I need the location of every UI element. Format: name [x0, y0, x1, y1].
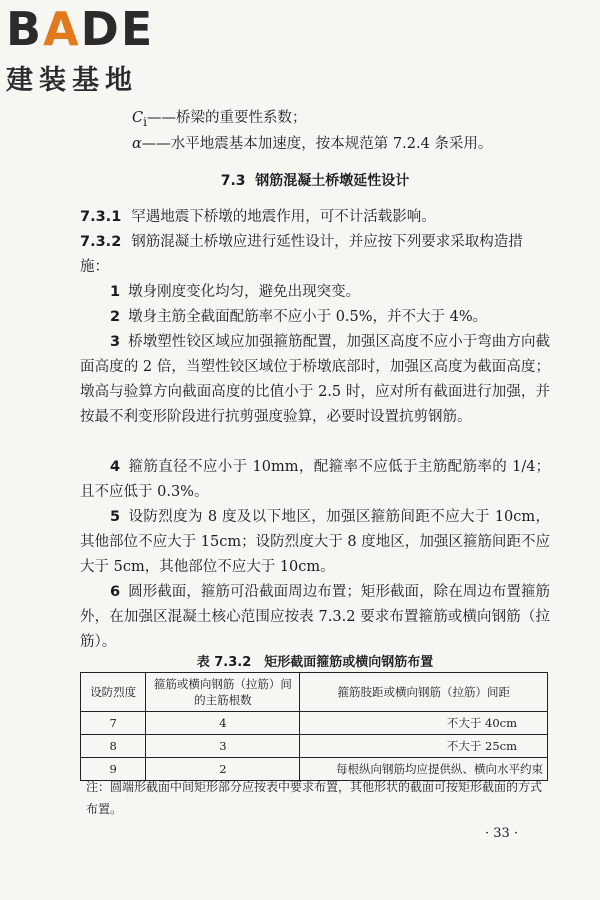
list-item [80, 330, 550, 430]
definition-text: ——桥梁的重要性系数； [146, 110, 307, 126]
table-header-cell: 箍筋或横向钢筋（拉筋）间的主筋根数 [146, 673, 300, 712]
definition-symbol: α [132, 136, 142, 152]
table-row [81, 735, 548, 758]
list-item [80, 280, 550, 305]
brand-logo [6, 2, 186, 97]
item-text: 圆形截面，箍筋可沿截面周边布置；矩形截面，除在周边布置箍筋外，在加强区混凝土核心范围应按表 7.3.2 要求布置箍筋或横向钢筋（拉筋）。 [80, 584, 550, 650]
item-text: 墩身刚度变化均匀，避免出现突变。 [128, 284, 361, 300]
logo-subtitle: 建装基地 [6, 65, 138, 96]
clause-7-3-1 [80, 205, 550, 230]
table-note: 注：圆端形截面中间矩形部分应按表中要求布置，其他形状的截面可按矩形截面的方式布置。 [86, 780, 543, 816]
item-number: 1 [110, 284, 121, 300]
item-number: 4 [110, 459, 121, 475]
item-number: 3 [110, 334, 121, 350]
table-cell: 每根纵向钢筋均应提供纵、横向水平约束 [300, 758, 548, 781]
item-text: 箍筋直径不应小于 10mm，配箍率不应低于主筋配筋率的 1/4；且不应低于 0.3%。 [80, 459, 550, 500]
table-cell: 9 [81, 758, 146, 781]
item-text: 墩身主筋全截面配筋率不应小于 0.5%，并不大于 4%。 [128, 309, 488, 325]
table-cell: 3 [146, 735, 300, 758]
table-cell: 不大于 40cm [300, 712, 548, 735]
list-item [80, 305, 550, 330]
list-item [80, 455, 550, 505]
stirrup-layout-table [80, 672, 548, 781]
list-item [80, 580, 550, 655]
table-cell: 7 [81, 712, 146, 735]
clause-number: 7.3.2 [80, 234, 122, 250]
page-number: · 33 · [485, 826, 519, 841]
clause-7-3-2 [80, 230, 550, 280]
list-item [80, 505, 550, 580]
table-cell: 8 [81, 735, 146, 758]
logo-accent-letter: A [43, 2, 81, 56]
table-cell: 2 [146, 758, 300, 781]
item-number: 6 [110, 584, 121, 600]
table-header-row [81, 673, 548, 712]
clause-number: 7.3.1 [80, 209, 122, 225]
table-title: 表 7.3.2 矩形截面箍筋或横向钢筋布置 [196, 655, 434, 670]
section-heading: 7.3 钢筋混凝土桥墩延性设计 [220, 173, 410, 189]
clause-text: 钢筋混凝土桥墩应进行延性设计，并应按下列要求采取构造措施： [80, 234, 523, 275]
item-number: 2 [110, 309, 121, 325]
item-text: 设防烈度为 8 度及以下地区，加强区箍筋间距不应大于 10cm，其他部位不应大于 15cm；设防烈度大于 8 度地区，加强区箍筋间距不应大于 5cm，其他部位不应大于 10cm。 [80, 509, 550, 575]
logo-wordmark: BADE [6, 2, 155, 56]
table-cell: 4 [146, 712, 300, 735]
definition-alpha [132, 132, 492, 153]
definition-ci [132, 106, 306, 129]
item-number: 5 [110, 509, 121, 525]
table-header-cell: 箍筋肢距或横向钢筋（拉筋）间距 [300, 673, 548, 712]
definition-text: ——水平地震基本加速度，按本规范第 7.2.4 条采用。 [141, 136, 493, 152]
table-row [81, 712, 548, 735]
definition-subscript: i [143, 114, 147, 129]
table-cell: 不大于 25cm [300, 735, 548, 758]
definition-symbol: C [132, 110, 144, 126]
clause-text: 罕遇地震下桥墩的地震作用，可不计活载影响。 [131, 209, 436, 225]
item-text: 桥墩塑性铰区域应加强箍筋配置，加强区高度不应小于弯曲方向截面高度的 2 倍，当塑性铰区域位于桥墩底部时，加强区高度为截面高度；墩高与验算方向截面高度的比值小于 2.5 时，应对所有截面进行加强，并按最不利变形阶段进行抗剪强度验算，必要时设置抗剪钢筋。 [80, 334, 550, 425]
table-header-cell: 设防烈度 [81, 673, 146, 712]
